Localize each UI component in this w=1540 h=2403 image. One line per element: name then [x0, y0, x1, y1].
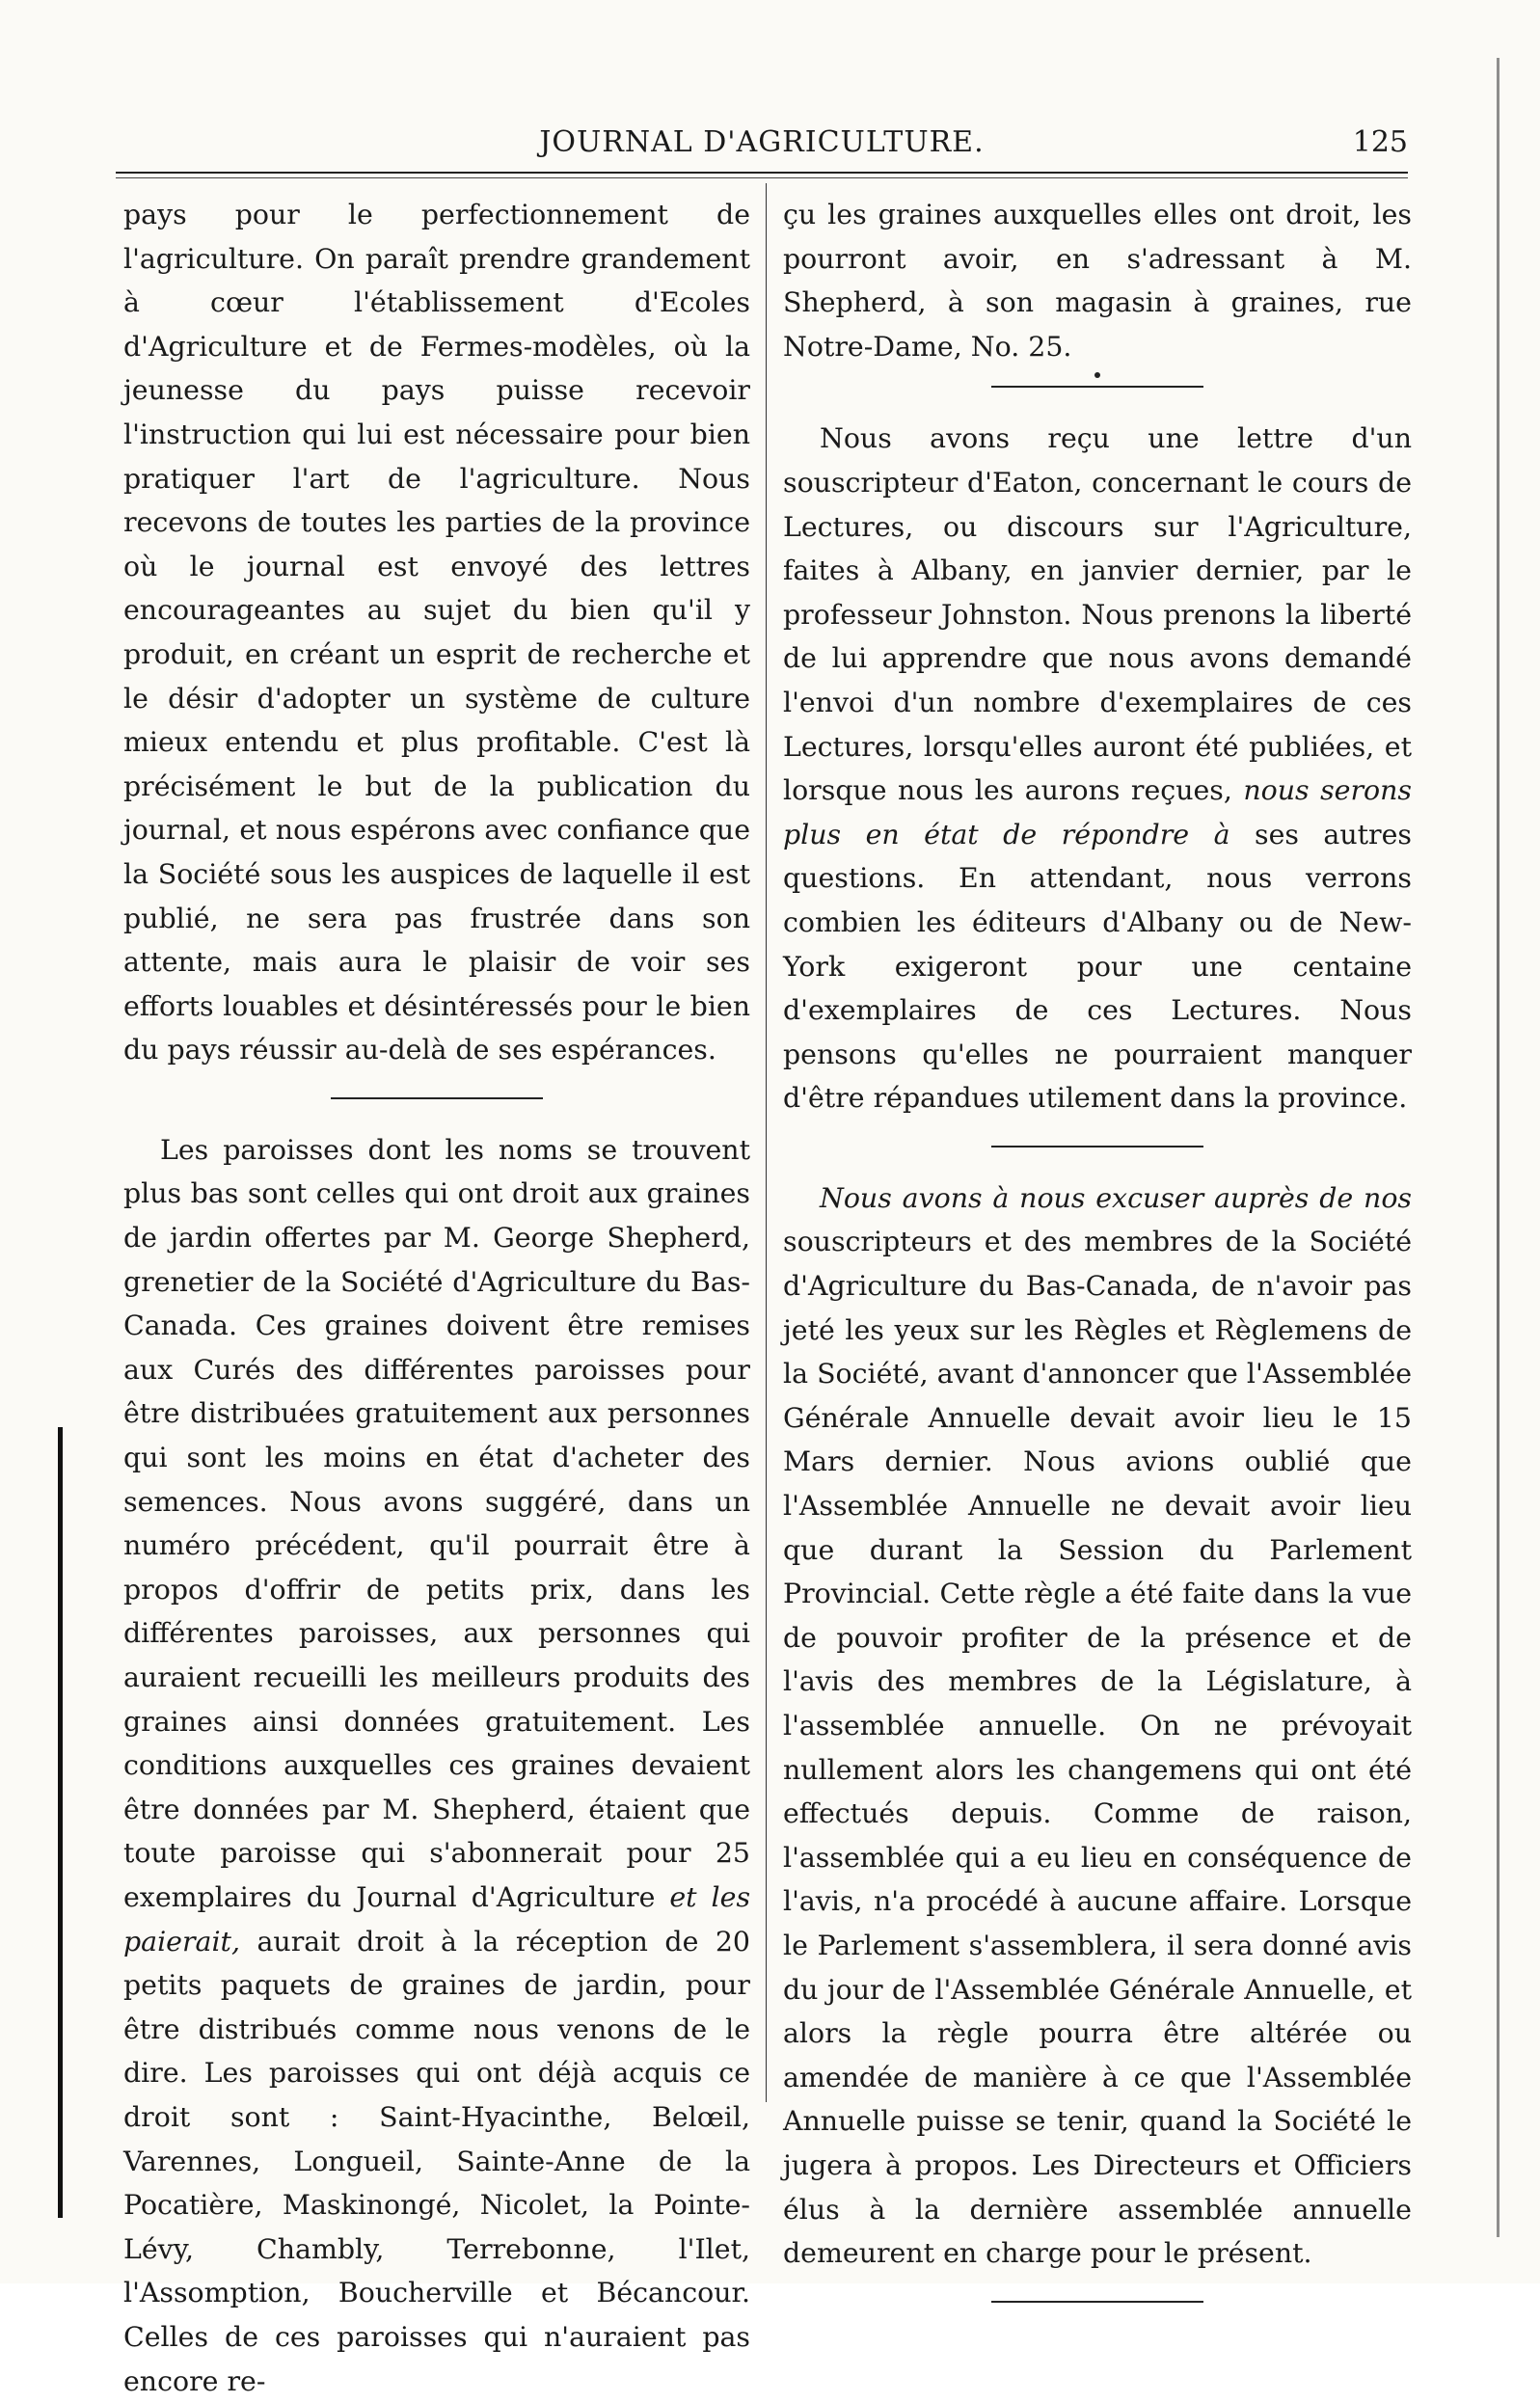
paragraph-annual-meeting-text: souscripteurs et des membres de la Société d'Agriculture du Bas-Canada, de n'avoir pas jeté les yeux sur les Règles et Règlemens de la Société, avant d'annoncer que l'Assemblée Générale Annuelle devait avoir lieu le 15 Mars dernier. Nous avions oublié que l'Assemblée Annuelle ne devait avoir lieu que durant la Session du Parlement Provincial. Cette règle a été faite dans la vue de pouvoir profiter de la présence et de l'avis des membres de la Législature, à l'assemblée annuelle. On ne prévoyait nullement alors les changemens qui ont été effectués depuis. Comme de raison, l'assemblée qui a eu lieu en conséquence de l'avis, n'a procédé à aucune affaire. Lorsque le Parlement s'assemblera, il sera donné avis du jour de l'Assemblée Générale Annuelle, et alors la règle pourra être altérée ou amendée de manière à ce que l'Assemblée Annuelle puisse se tenir, quand la Société le jugera à propos. Les Directeurs et Officiers élus à la dernière assemblée annuelle demeurent en charge pour le présent. [783, 1226, 1412, 2270]
paragraph-garden-seeds-text-a: Les paroisses dont les noms se trouvent plus bas sont celles qui ont droit aux graines de jardin offertes par M. George Shepherd, grenetier de la Société d'Agriculture du Bas-Canada. Ces graines doivent être remises aux Curés des différentes paroisses pour être distribuées gratuitement aux personnes qui sont les moins en état d'acheter des semences. Nous avons suggéré, dans un numéro précédent, qu'il pourrait être à propos d'offrir de petits prix, dans les différentes paroisses, aux personnes qui auraient recueilli les meilleurs produits des graines ainsi données gratuitement. Les conditions auxquelles ces graines devaient être données par M. Shepherd, étaient que toute paroisse qui s'abonnerait pour 25 exemplaires du Journal d'Agriculture [123, 1133, 750, 1913]
paragraph-annual-meeting [783, 1176, 1412, 2276]
running-title: JOURNAL D'AGRICULTURE. [539, 125, 985, 159]
paragraph-eaton-letter-text-b: ses autres questions. En attendant, nous verrons combien les éditeurs d'Albany ou de New-York exigeront pour une centaine d'exemplaires de ces Lectures. Nous pensons qu'elles ne pourraient manquer d'être répandues utilement dans la province. [783, 818, 1412, 1115]
separator-with-dot [783, 372, 1412, 388]
paragraph-garden-seeds-text-b: aurait droit à la réception de 20 petits paquets de graines de jardin, pour être distribués comme nous venons de le dire. Les paroisses qui ont déjà acquis ce droit sont : Saint-Hyacinthe, Belœil, Varennes, Longueil, Sainte-Anne de la Pocatière, Maskinongé, Nicolet, la Pointe-Lévy, Chambly, Terrebonne, l'Ilet, l'Assomption, Boucherville et Bécancour. Celles de ces paroisses qui n'auraient pas encore re- [123, 1925, 750, 2397]
section-separator [331, 1097, 543, 1099]
column-divider [766, 183, 767, 2102]
paragraph-eaton-letter [783, 417, 1412, 1120]
section-separator-end [991, 2301, 1203, 2303]
paragraph-annual-meeting-italic: Nous avons à nous excuser auprès de nos [820, 1181, 1412, 1214]
scan-edge-right [1497, 58, 1499, 2237]
paragraph-eaton-letter-italic: nous serons plus en état de répondre à [783, 774, 1412, 850]
header-rule [116, 172, 1408, 174]
scan-edge-left [58, 1427, 63, 2218]
paragraph-seeds-continued: çu les graines auxquelles elles ont droit, les pourront avoir, en s'adressant à M. Shepherd, à son magasin à graines, rue Notre-Dame, No. 25. [783, 199, 1412, 363]
separator-dot [1094, 372, 1100, 378]
header-rule-thin [116, 177, 1408, 178]
running-head [116, 123, 1408, 166]
paragraph-agriculture-schools: pays pour le perfectionnement de l'agriculture. On paraît prendre grandement à cœur l'établissement d'Ecoles d'Agriculture et de Fermes-modèles, où la jeunesse du pays puisse recevoir l'instruction qui lui est nécessaire pour bien pratiquer l'art de l'agriculture. Nous recevons de toutes les parties de la province où le journal est envoyé des lettres encourageantes au sujet du bien qu'il y produit, en créant un esprit de recherche et le désir d'adopter un système de culture mieux entendu et plus profitable. C'est là précisément le but de la publication du journal, et nous espérons avec confiance que la Société sous les auspices de laquelle il est publié, ne sera pas frustrée dans son attente, mais aura le plaisir de voir ses efforts louables et désintéressés pour le bien du pays réussir au-delà de ses espérances. [123, 199, 750, 1066]
right-column [783, 193, 1412, 2332]
section-separator [991, 1146, 1203, 1148]
left-column [123, 193, 750, 2403]
paragraph-garden-seeds [123, 1128, 750, 2403]
paragraph-eaton-letter-text-a: Nous avons reçu une lettre d'un souscripteur d'Eaton, concernant le cours de Lectures, ou discours sur l'Agriculture, faites à Albany, en janvier dernier, par le professeur Johnston. Nous prenons la liberté de lui apprendre que nous avons demandé l'envoi d'un nombre d'exemplaires de ces Lectures, lorsqu'elles auront été publiées, et lorsque nous les aurons reçues, [783, 422, 1412, 807]
paragraph-garden-seeds-italic: et les paierait, [123, 1880, 751, 1958]
page-number: 125 [1352, 125, 1408, 159]
section-separator [991, 386, 1203, 388]
